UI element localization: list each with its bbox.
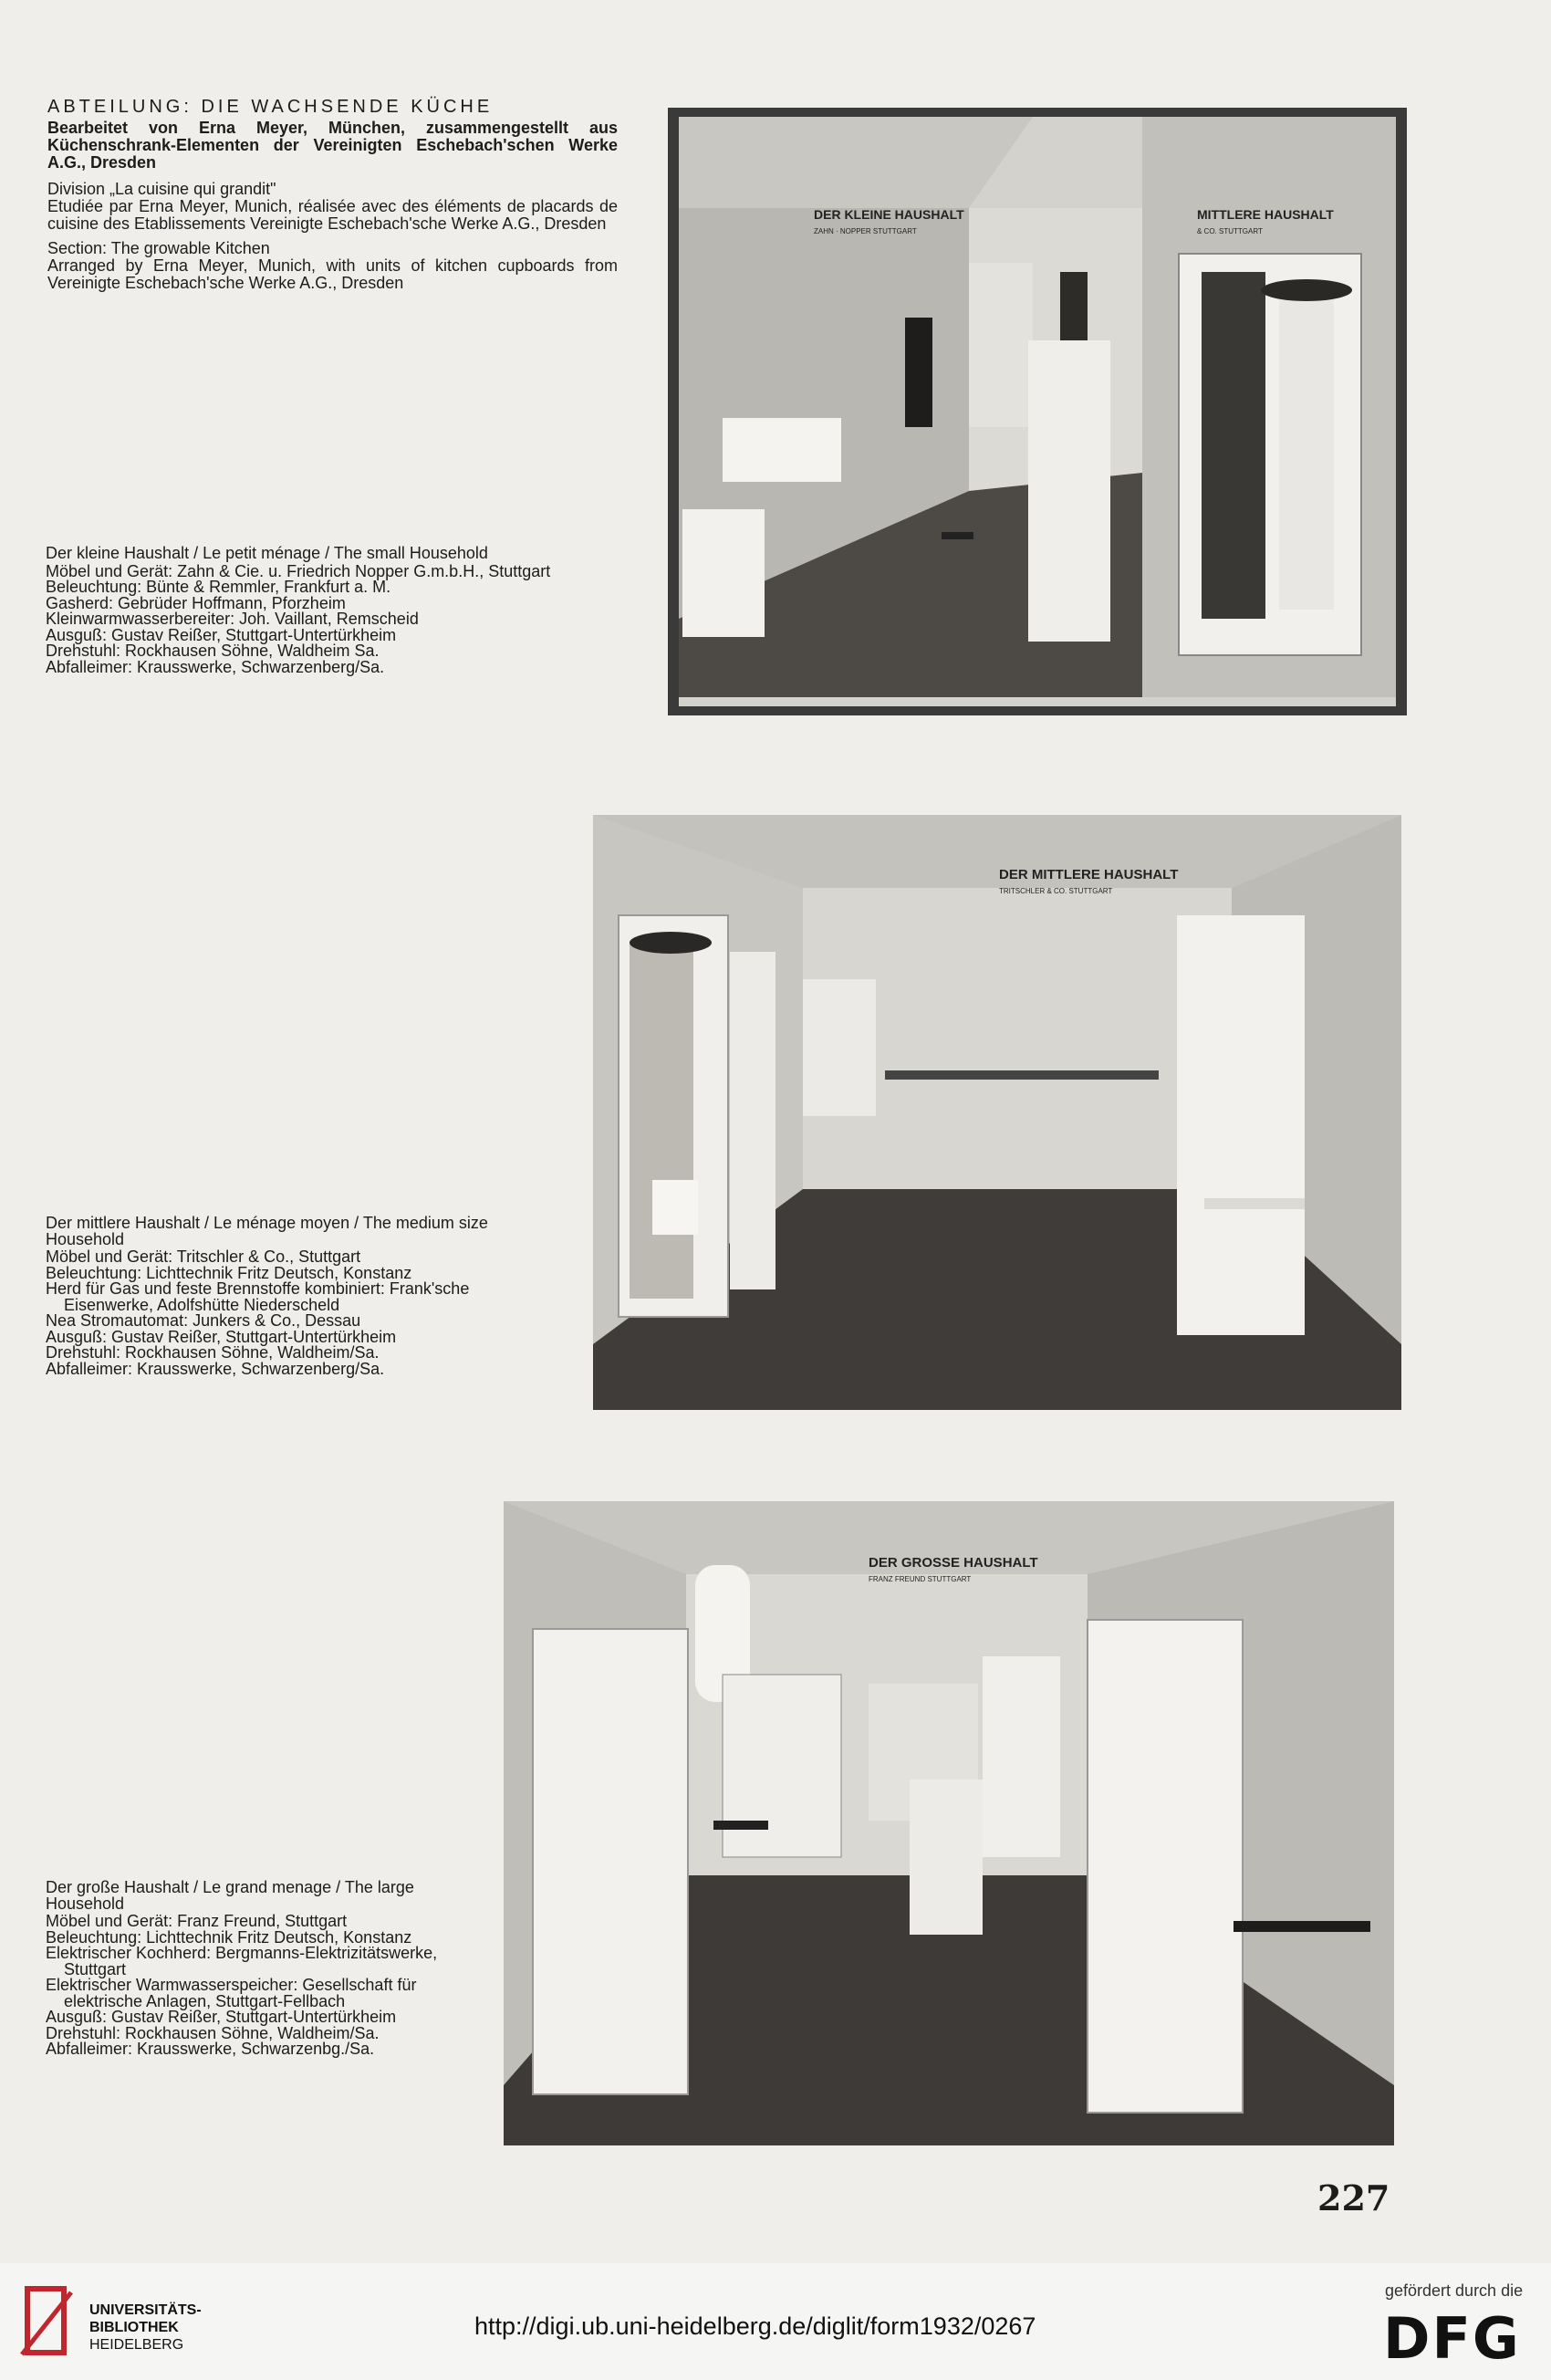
university-library-name [89, 2302, 202, 2354]
intro-french: Etudiée par Erna Meyer, Munich, réalisée avec des éléments de placards de cuisine des Etablissements Vereinigte Eschebach'sche Werke A.G., Dresden [47, 197, 618, 233]
uni-line3: HEIDELBERG [89, 2337, 184, 2353]
caption-line: Nea Stromautomat: Junkers & Co., Dessau [46, 1311, 361, 1330]
document-url-link[interactable]: http://digi.ub.uni-heidelberg.de/diglit/form1932/0267 [474, 2312, 1036, 2340]
sign-large-household: DER GROSSE HAUSHALT [869, 1555, 1038, 1571]
intro-english: Arranged by Erna Meyer, Munich, with units of kitchen cupboards from Vereinigte Eschebach'sche Werke A.G., Dresden [47, 256, 618, 292]
intro-french-title: Division „La cuisine qui grandit" [47, 180, 276, 198]
caption-line: Kleinwarmwasserbereiter: Joh. Vaillant, Remscheid [46, 610, 419, 628]
caption-line: Ausguß: Gustav Reißer, Stuttgart-Untertürkheim [46, 625, 397, 644]
caption-line: Elektrischer Kochherd: Bergmanns-Elektrizitätswerke, Stuttgart [46, 1944, 438, 1978]
caption-title: Der kleine Haushalt / Le petit ménage / The small Household [46, 544, 488, 562]
page-number: 227 [1317, 2177, 1390, 2218]
caption-medium-household [46, 1216, 538, 1377]
sign-medium-household: DER MITTLERE HAUSHALT [999, 867, 1179, 882]
dfg-logo: DFG [1383, 2305, 1521, 2372]
caption-line: Gasherd: Gebrüder Hoffmann, Pforzheim [46, 593, 346, 612]
photo-small-household [668, 108, 1407, 715]
caption-line: Beleuchtung: Lichttechnik Fritz Deutsch, Konstanz [46, 1927, 412, 1947]
caption-line: Abfalleimer: Krausswerke, Schwarzenberg/Sa. [46, 1359, 385, 1378]
caption-line: Abfalleimer: Krausswerke, Schwarzenbg./Sa. [46, 2040, 375, 2058]
section-heading: ABTEILUNG: DIE WACHSENDE KÜCHE [47, 97, 494, 117]
caption-line: Drehstuhl: Rockhausen Söhne, Waldheim/Sa. [46, 2023, 380, 2042]
caption-line: Elektrischer Warmwasserspeicher: Gesellschaft für elektrische Anlagen, Stuttgart-Fellbach [46, 1976, 417, 2010]
caption-line: Beleuchtung: Bünte & Remmler, Frankfurt a. M. [46, 578, 391, 596]
viewer-footer [0, 2263, 1551, 2380]
caption-line: Drehstuhl: Rockhausen Söhne, Waldheim/Sa. [46, 1343, 380, 1362]
intro-english-title: Section: The growable Kitchen [47, 239, 270, 257]
uni-line2: BIBLIOTHEK [89, 2320, 179, 2335]
caption-line: Ausguß: Gustav Reißer, Stuttgart-Untertürkheim [46, 2008, 397, 2026]
caption-line: Drehstuhl: Rockhausen Söhne, Waldheim Sa. [46, 642, 380, 660]
caption-title: Der große Haushalt / Le grand menage / The large Household [46, 1878, 414, 1913]
caption-line: Herd für Gas und feste Brennstoffe kombiniert: Frank'sche Eisenwerke, Adolfshütte Niederscheld [46, 1279, 470, 1314]
caption-line: Möbel und Gerät: Franz Freund, Stuttgart [46, 1912, 348, 1930]
caption-line: Abfalleimer: Krausswerke, Schwarzenberg/Sa. [46, 657, 385, 676]
caption-title: Der mittlere Haushalt / Le ménage moyen / The medium size Household [46, 1214, 488, 1248]
sign-medium-household-partial: MITTLERE HAUSHALT [1197, 207, 1334, 222]
intro-german: Bearbeitet von Erna Meyer, München, zusammengestellt aus Küchenschrank-Elementen der Vereinigten Eschebach'schen Werke A.G., Dresden [47, 119, 618, 172]
intro-block [47, 99, 618, 299]
caption-large-household [46, 1880, 447, 2058]
photo-large-household [504, 1501, 1394, 2145]
caption-line: Möbel und Gerät: Zahn & Cie. u. Friedrich Nopper G.m.b.H., Stuttgart [46, 561, 551, 580]
caption-line: Möbel und Gerät: Tritschler & Co., Stuttgart [46, 1247, 361, 1266]
sign-large-household-sub: FRANZ FREUND STUTTGART [869, 1575, 972, 1583]
sign-small-household: DER KLEINE HAUSHALT [814, 207, 964, 222]
photo-medium-household [593, 815, 1401, 1410]
caption-line: Beleuchtung: Lichttechnik Fritz Deutsch, Konstanz [46, 1263, 412, 1282]
caption-line: Ausguß: Gustav Reißer, Stuttgart-Untertürkheim [46, 1327, 397, 1346]
caption-small-household [46, 546, 620, 675]
sign-medium-household-partial-sub: & CO. STUTTGART [1197, 227, 1263, 235]
uni-line1: UNIVERSITÄTS- [89, 2302, 202, 2318]
sign-small-household-sub: ZAHN · NOPPER STUTTGART [814, 227, 917, 235]
university-library-logo-icon [18, 2283, 75, 2360]
funded-by-label: gefördert durch die [1385, 2281, 1524, 2300]
sign-medium-household-sub: TRITSCHLER & CO. STUTTGART [999, 887, 1113, 895]
